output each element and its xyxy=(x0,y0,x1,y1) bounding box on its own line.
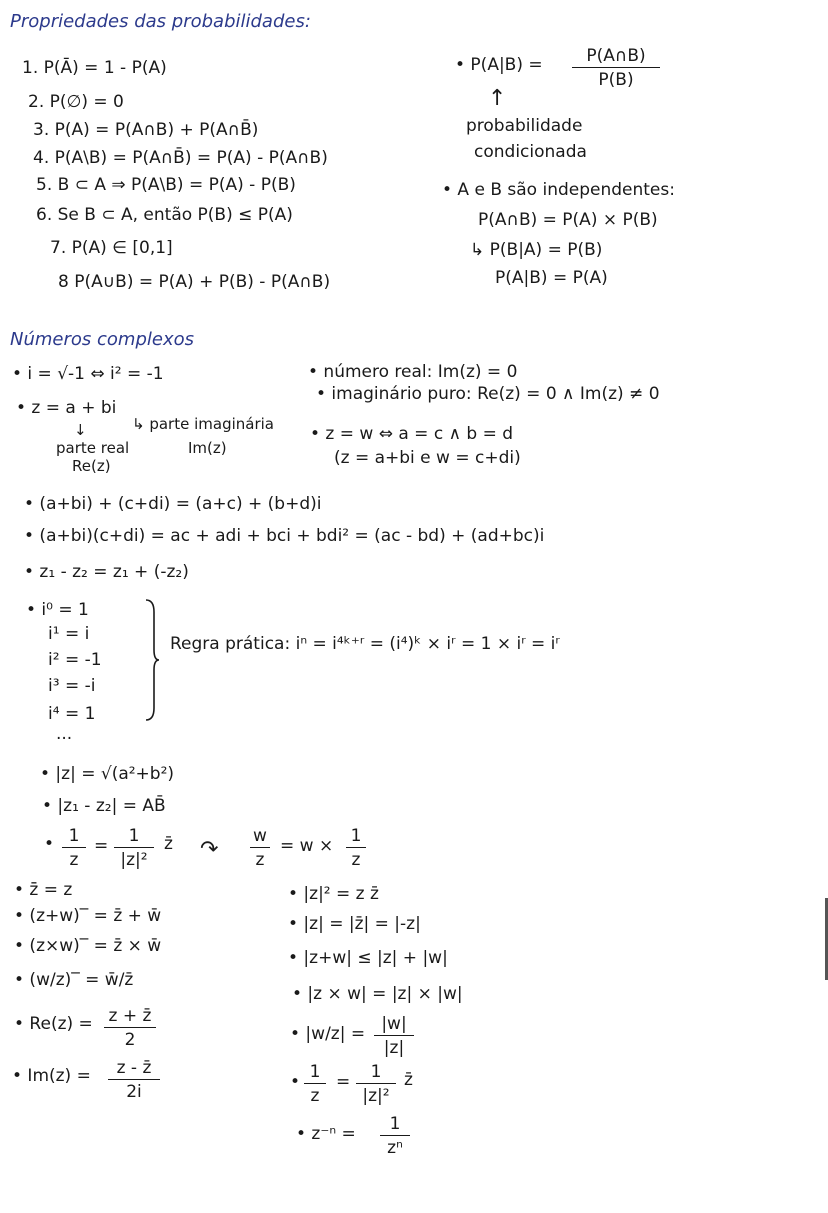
sum-rule: • (a+bi) + (c+di) = (a+c) + (b+d)i xyxy=(24,494,322,514)
product-rule: • (a+bi)(c+di) = ac + adi + bci + bdi² = (ac - bd) + (ad+bc)i xyxy=(24,526,545,546)
probability-heading: Propriedades das probabilidades: xyxy=(10,11,311,32)
division-numerator: w xyxy=(250,826,270,848)
prob-item-1: 1. P(Ā) = 1 - P(A) xyxy=(22,58,167,78)
conditional-fraction xyxy=(572,46,660,90)
conj-right-3: • |z+w| ≤ |z| + |w| xyxy=(288,948,448,968)
real-number-rule: • número real: Im(z) = 0 xyxy=(308,362,518,382)
inverse-bullet: • xyxy=(44,834,55,854)
prob-item-6: 6. Se B ⊂ A, então P(B) ≤ P(A) xyxy=(36,205,293,225)
arrow-up-icon: ↑ xyxy=(488,86,507,111)
conj-right-1: • |z|² = z z̄ xyxy=(288,884,379,904)
im-formula-fraction xyxy=(108,1058,160,1102)
distance-rule: • |z₁ - z₂| = AB̄ xyxy=(42,796,166,816)
inverse-numerator: 1 xyxy=(62,826,86,848)
real-part-label: parte real xyxy=(56,439,130,457)
prob-item-8: 8 P(A∪B) = P(A) + P(B) - P(A∩B) xyxy=(58,272,331,292)
conditional-lhs: • P(A|B) = xyxy=(455,55,543,75)
z-algebraic-form: • z = a + bi xyxy=(16,398,117,418)
re-formula-denominator: 2 xyxy=(124,1030,136,1050)
inverse-equals: = xyxy=(94,836,109,856)
conditional-label-2: condicionada xyxy=(474,142,587,162)
abs-division-denominator: |z| xyxy=(383,1038,405,1058)
negative-power-fraction xyxy=(380,1114,410,1158)
equality-note: (z = a+bi e w = c+di) xyxy=(334,448,521,468)
inverse2-rhs-fraction xyxy=(356,1062,396,1106)
inverse2-bullet: • xyxy=(290,1072,301,1092)
i-definition: • i = √-1 ⇔ i² = -1 xyxy=(12,364,164,384)
im-formula-numerator: z - z̄ xyxy=(108,1058,160,1080)
im-formula-denominator: 2i xyxy=(126,1082,142,1102)
division-denominator: z xyxy=(255,850,265,870)
power-i-3: i³ = -i xyxy=(48,676,96,696)
inverse2-numerator: 1 xyxy=(304,1062,326,1084)
prob-item-2: 2. P(∅) = 0 xyxy=(28,92,124,112)
power-i-0: • i⁰ = 1 xyxy=(26,600,89,620)
conditional-denominator: P(B) xyxy=(598,70,634,90)
pure-imaginary-rule: • imaginário puro: Re(z) = 0 ∧ Im(z) ≠ 0 xyxy=(316,384,660,404)
im-formula-lhs: • Im(z) = xyxy=(12,1066,91,1086)
inverse-rhs-denominator: |z|² xyxy=(120,850,148,870)
complex-heading: Números complexos xyxy=(10,329,194,350)
conj-right-4: • |z × w| = |z| × |w| xyxy=(292,984,463,1004)
division-rhs-fraction xyxy=(346,826,366,870)
inverse2-conjugate: z̄ xyxy=(404,1070,413,1090)
independent-title: • A e B são independentes: xyxy=(442,180,675,200)
conj-left-1: • z̄̄ = z xyxy=(14,880,73,900)
curly-brace-icon xyxy=(144,598,160,722)
division-fraction xyxy=(250,826,270,870)
inverse-rhs-fraction xyxy=(114,826,154,870)
division-rhs-numerator: 1 xyxy=(346,826,366,848)
inverse-conjugate: z̄ xyxy=(164,834,173,854)
power-i-4: i⁴ = 1 xyxy=(48,704,96,724)
difference-rule: • z₁ - z₂ = z₁ + (-z₂) xyxy=(24,562,189,582)
abs-division-fraction xyxy=(374,1014,414,1058)
conj-left-2: • (z+w)‾ = z̄ + w̄ xyxy=(14,906,162,926)
conditional-label-1: probabilidade xyxy=(466,116,583,136)
inverse-rhs-numerator: 1 xyxy=(114,826,154,848)
inverse2-rhs-numerator: 1 xyxy=(356,1062,396,1084)
inverse2-rhs-denominator: |z|² xyxy=(362,1086,390,1106)
conditional-numerator: P(A∩B) xyxy=(572,46,660,68)
re-formula-fraction xyxy=(104,1006,156,1050)
conj-right-2: • |z| = |z̄| = |-z| xyxy=(288,914,421,934)
prob-item-4: 4. P(A\B) = P(A∩B̄) = P(A) - P(A∩B) xyxy=(33,148,328,168)
negative-power-numerator: 1 xyxy=(380,1114,410,1136)
independent-line-1: P(A∩B) = P(A) × P(B) xyxy=(478,210,658,230)
inverse-fraction xyxy=(62,826,86,870)
conj-left-3: • (z×w)‾ = z̄ × w̄ xyxy=(14,936,162,956)
independent-line-3: P(A|B) = P(A) xyxy=(495,268,608,288)
power-i-ellipsis: ... xyxy=(56,724,73,744)
abs-division-lhs: • |w/z| = xyxy=(290,1024,366,1044)
division-rhs-denominator: z xyxy=(351,850,361,870)
imaginary-part-symbol: Im(z) xyxy=(188,439,227,457)
inverse2-equals: = xyxy=(336,1072,351,1092)
inverse-denominator: z xyxy=(69,850,79,870)
inverse2-denominator: z xyxy=(310,1086,320,1106)
real-part-symbol: Re(z) xyxy=(72,457,111,475)
prob-item-5: 5. B ⊂ A ⇒ P(A\B) = P(A) - P(B) xyxy=(36,175,296,195)
imaginary-part-label: ↳ parte imaginária xyxy=(132,415,274,433)
abs-division-numerator: |w| xyxy=(374,1014,414,1036)
re-formula-numerator: z + z̄ xyxy=(104,1006,156,1028)
curved-arrow-icon: ↷ xyxy=(200,837,219,862)
equality-rule: • z = w ⇔ a = c ∧ b = d xyxy=(310,424,514,444)
division-equals: = w × xyxy=(280,836,334,856)
negative-power-lhs: • z⁻ⁿ = xyxy=(296,1124,356,1144)
inverse2-fraction xyxy=(304,1062,326,1106)
conj-left-4: • (w/z)‾ = w̄/z̄ xyxy=(14,970,134,990)
modulus-rule: • |z| = √(a²+b²) xyxy=(40,764,175,784)
independent-line-2: ↳ P(B|A) = P(B) xyxy=(470,240,603,260)
prob-item-7: 7. P(A) ∈ [0,1] xyxy=(50,238,173,258)
power-i-1: i¹ = i xyxy=(48,624,90,644)
power-i-2: i² = -1 xyxy=(48,650,102,670)
re-formula-lhs: • Re(z) = xyxy=(14,1014,93,1034)
prob-item-3: 3. P(A) = P(A∩B) + P(A∩B̄) xyxy=(33,120,259,140)
arrow-down-icon: ↓ xyxy=(74,421,87,439)
negative-power-denominator: zⁿ xyxy=(387,1138,403,1158)
practical-rule: Regra prática: iⁿ = i⁴ᵏ⁺ʳ = (i⁴)ᵏ × iʳ = 1 × iʳ = iʳ xyxy=(170,634,560,654)
